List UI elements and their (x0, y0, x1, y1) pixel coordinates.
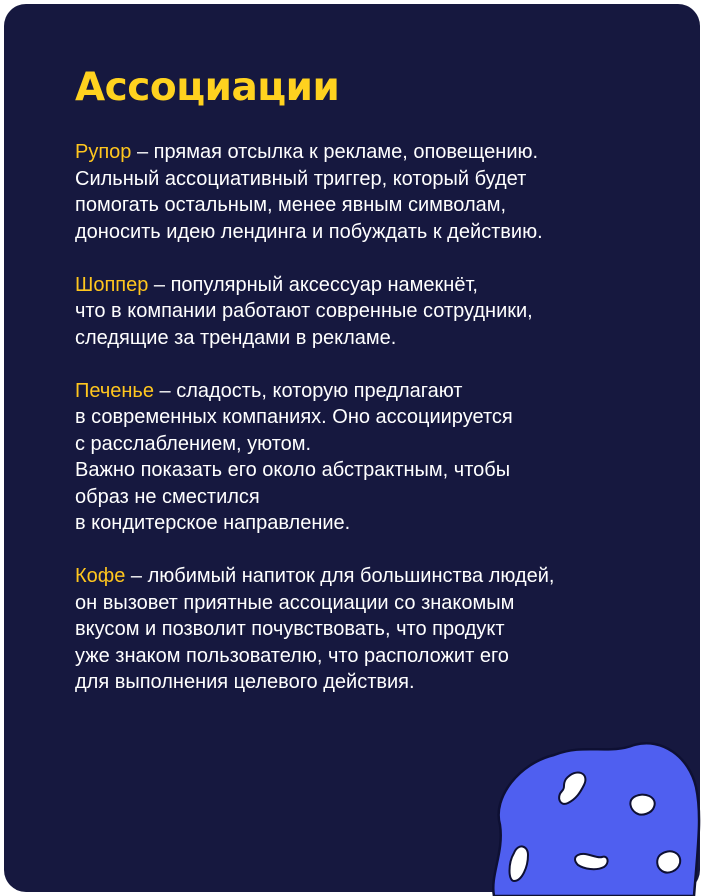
association-text: – любимый напиток для большинства людей, (125, 565, 555, 587)
association-line: он вызовет приятные ассоциации со знакомым (75, 591, 515, 614)
association-text: – прямая отсылка к рекламе, оповещению. (131, 141, 539, 163)
association-line: следящие за трендами в рекламе. (75, 326, 397, 349)
associations-list (75, 139, 665, 722)
association-line: Сильный ассоциативный триггер, который будет (75, 167, 527, 190)
association-line: Важно показать его около абстрактным, чтобы (75, 459, 511, 481)
association-line: образ не сместился (75, 485, 260, 508)
page-title: Ассоциации (75, 65, 340, 110)
association-line: в кондитерское направление. (75, 512, 351, 534)
cookie-illustration-icon (484, 735, 704, 896)
association-item-shopper (75, 272, 665, 352)
association-line: что в компании работают совренные сотрудники, (75, 300, 533, 322)
association-text: – популярный аксессуар намекнёт, (148, 273, 478, 296)
association-keyword: Кофе (75, 565, 126, 587)
cookie-chip (630, 795, 654, 815)
association-line (75, 139, 665, 166)
cookie-chip (575, 854, 608, 869)
association-keyword: Шоппер (75, 273, 149, 296)
association-keyword: Рупор (75, 141, 132, 163)
association-line: доносить идею лендинга и побуждать к действию. (75, 220, 543, 243)
association-item-cookie (75, 378, 665, 537)
association-line (75, 563, 665, 590)
association-line: в современных компаниях. Оно ассоциируется (75, 406, 513, 428)
association-line (75, 378, 665, 405)
cookie-chip (657, 851, 680, 872)
association-text: – сладость, которую предлагают (153, 379, 463, 402)
association-line: для выполнения целевого действия. (75, 671, 415, 693)
association-keyword: Печенье (75, 379, 154, 402)
association-line (75, 272, 665, 299)
association-line: помогать остальным, менее явным символам, (75, 194, 507, 216)
association-line: вкусом и позволит почувствовать, что продукт (75, 618, 505, 640)
association-item-coffee (75, 563, 665, 696)
association-line: уже знаком пользователю, что расположит его (75, 644, 509, 667)
association-line: с расслаблением, уютом. (75, 432, 312, 455)
association-item-horn (75, 139, 665, 245)
